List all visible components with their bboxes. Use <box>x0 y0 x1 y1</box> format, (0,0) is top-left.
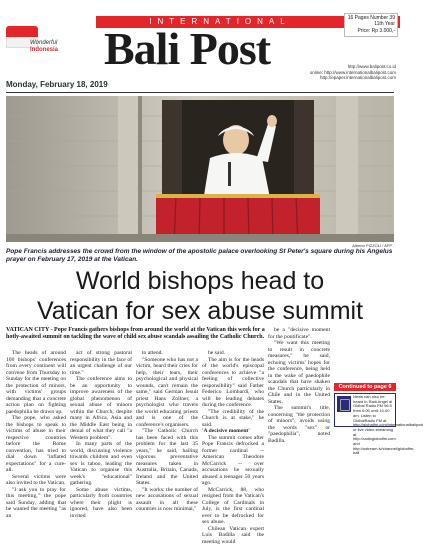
link-online[interactable]: online: http://www.internationalbalipost.com <box>310 70 396 76</box>
paragraph: be a "decisive moment for the pontificate". <box>268 327 330 340</box>
paragraph: "Someone who has not a victim, heard their cries for help, their tears, their psychological and physical wounds, can't remain the same," said German Jesuit priest Hans Zollner, a psychologist who travels the world educating priests and is one of the conference's organisers. <box>136 357 198 429</box>
headline-line-1: World bishops head to <box>6 266 394 296</box>
link-balipost[interactable]: http://www.balipost.co.id <box>310 64 396 70</box>
issue-info-box <box>344 13 398 37</box>
paragraph: to attend. <box>136 350 198 357</box>
wonderful-indonesia-logo: Wonderful Indonesia <box>30 40 58 54</box>
pages-count: 16 Pages Number 39 <box>347 15 395 21</box>
paragraph: act of strong pastoral responsibility in the face of an urgent challenge of our time." <box>70 350 132 376</box>
radio-promo-box <box>334 393 396 427</box>
main-headline <box>6 266 394 326</box>
paragraph: Chilean Vatican expert Luis Badilla said the meeting would <box>202 526 264 545</box>
article-column-4 <box>202 350 264 545</box>
paragraph: "We want this meeting to result in concrete measures," he said, echoing victims' hopes for the conference, being held in the wake of paedophile scandals that have shaken the Church particularly in Chile and in the United States. <box>268 340 330 405</box>
paragraph: Several victims were also invited to the Vatican. <box>6 474 66 487</box>
masthead-rule <box>6 92 394 93</box>
headline-line-2: Vatican for sex abuse summit <box>6 296 394 326</box>
newspaper-title: Bali Post <box>104 26 270 72</box>
article-lead: VATICAN CITY - Pope Francis gathers bishops from around the world at the Vatican this week for a hotly-awaited summit on tackling the wave of child sex abuse scandals assailing the Catholic Church. <box>6 327 266 341</box>
paragraph: "I ask you to pray for this meeting," the pope said Sunday, adding that he wanted the meeting "as an <box>6 487 66 520</box>
pope-window-illustration <box>6 96 394 242</box>
paragraph: The summit's title, concerning "the protection of minors", avoids using the words "sex" or "paedophilia", noted Badilla. <box>268 405 330 444</box>
article-subhead: 'A decisive moment' <box>202 428 264 435</box>
continued-link[interactable]: Continued to page 6 <box>334 383 396 391</box>
photo-credit: Alberto PIZZOLI / AFP <box>352 243 392 248</box>
paragraph: The conference aims to be an opportunity to improve awareness of the global phenomenon of sexual abuse of minors within the Church, despite many in Africa, Asia and the Middle East being in denial of what they call "a Western problem". <box>70 376 132 441</box>
year-label: 11th Year <box>347 21 395 27</box>
paragraph: The summit comes after Pope Francis defrocked a former cardinal -- American Theodore McCarrick -- over accusations he sexually abused a teenager 50 years ago. <box>202 435 264 487</box>
radio-promo-text: News can also be heard in Radi Angel ai Global Radio FM 96.5 from 6.00 until 10.00 am. Listen to GlobalRadio FM at http://globalfm.com/internationalbalipost or live video streaming at http://radioglobalfm.com and http://ustream.tv/channel/globalfm-bali <box>353 395 395 456</box>
paragraph: The heads of around 100 bishops' conferences from every continent will convene from Thursday to Sunday for the meeting on the protection of minors, with victims' groups demanding that a concrete action plan on fighting paedophilia be drawn up. <box>6 350 66 415</box>
article-column-2 <box>70 350 132 519</box>
international-label: INTERNATIONAL <box>120 16 320 28</box>
link-epaper[interactable]: http://epaper.internationalbalipost.com <box>310 75 396 81</box>
issue-date: Monday, February 18, 2019 <box>6 80 108 89</box>
paragraph: The aim is for the heads of the world's episcopal conferences to achieve "a feeling of collective responsibility" said Father Federico Lombardi, who will be leading debates during the conference. <box>202 357 264 409</box>
article-column-1 <box>6 350 66 519</box>
paragraph: McCarrick, 88, who resigned from the Vatican's College of Cardinals in July, is the first cardinal ever to be defrocked for sex abuse. <box>202 487 264 526</box>
lead-photo <box>6 96 394 242</box>
paragraph: "The Catholic Church has been faced with this problem for the last 35 years," he said, hailing vigorous preventative measures taken in Australia, Britain, Canada, Ireland and the United States. <box>136 428 198 487</box>
paragraph: In many parts of the world, discussing violence towards children and even sex is taboo, leading the Vatican to organise this week's "educational" gathering. <box>70 441 132 487</box>
price-label: Price: Rp 3.000,- <box>347 28 395 34</box>
paragraph: "It works: the number of new accusations of sexual assault in all these countries is now minimal," <box>136 487 198 513</box>
paragraph: Some abuse victims, particularly from countries where their plight is ignored, have also been invited <box>70 487 132 520</box>
radio-phone-icon <box>337 396 351 412</box>
article-column-3 <box>136 350 198 513</box>
paragraph: The pope, who asked the bishops to speak to victims of abuse in their respective countries before the Rome convention, has tried to dial down "inflated expectations" for a cure-all. <box>6 415 66 474</box>
website-links <box>310 64 396 81</box>
paragraph: he said. <box>202 350 264 357</box>
paragraph: "The credibility of the Church is at stake," he said. <box>202 409 264 429</box>
photo-caption: Pope Francis addresses the crowd from the window of the apostolic palace overlooking St Peter's square during his Angelus prayer on February 17, 2019 at the Vatican. <box>6 248 394 264</box>
article-column-5 <box>268 327 330 444</box>
